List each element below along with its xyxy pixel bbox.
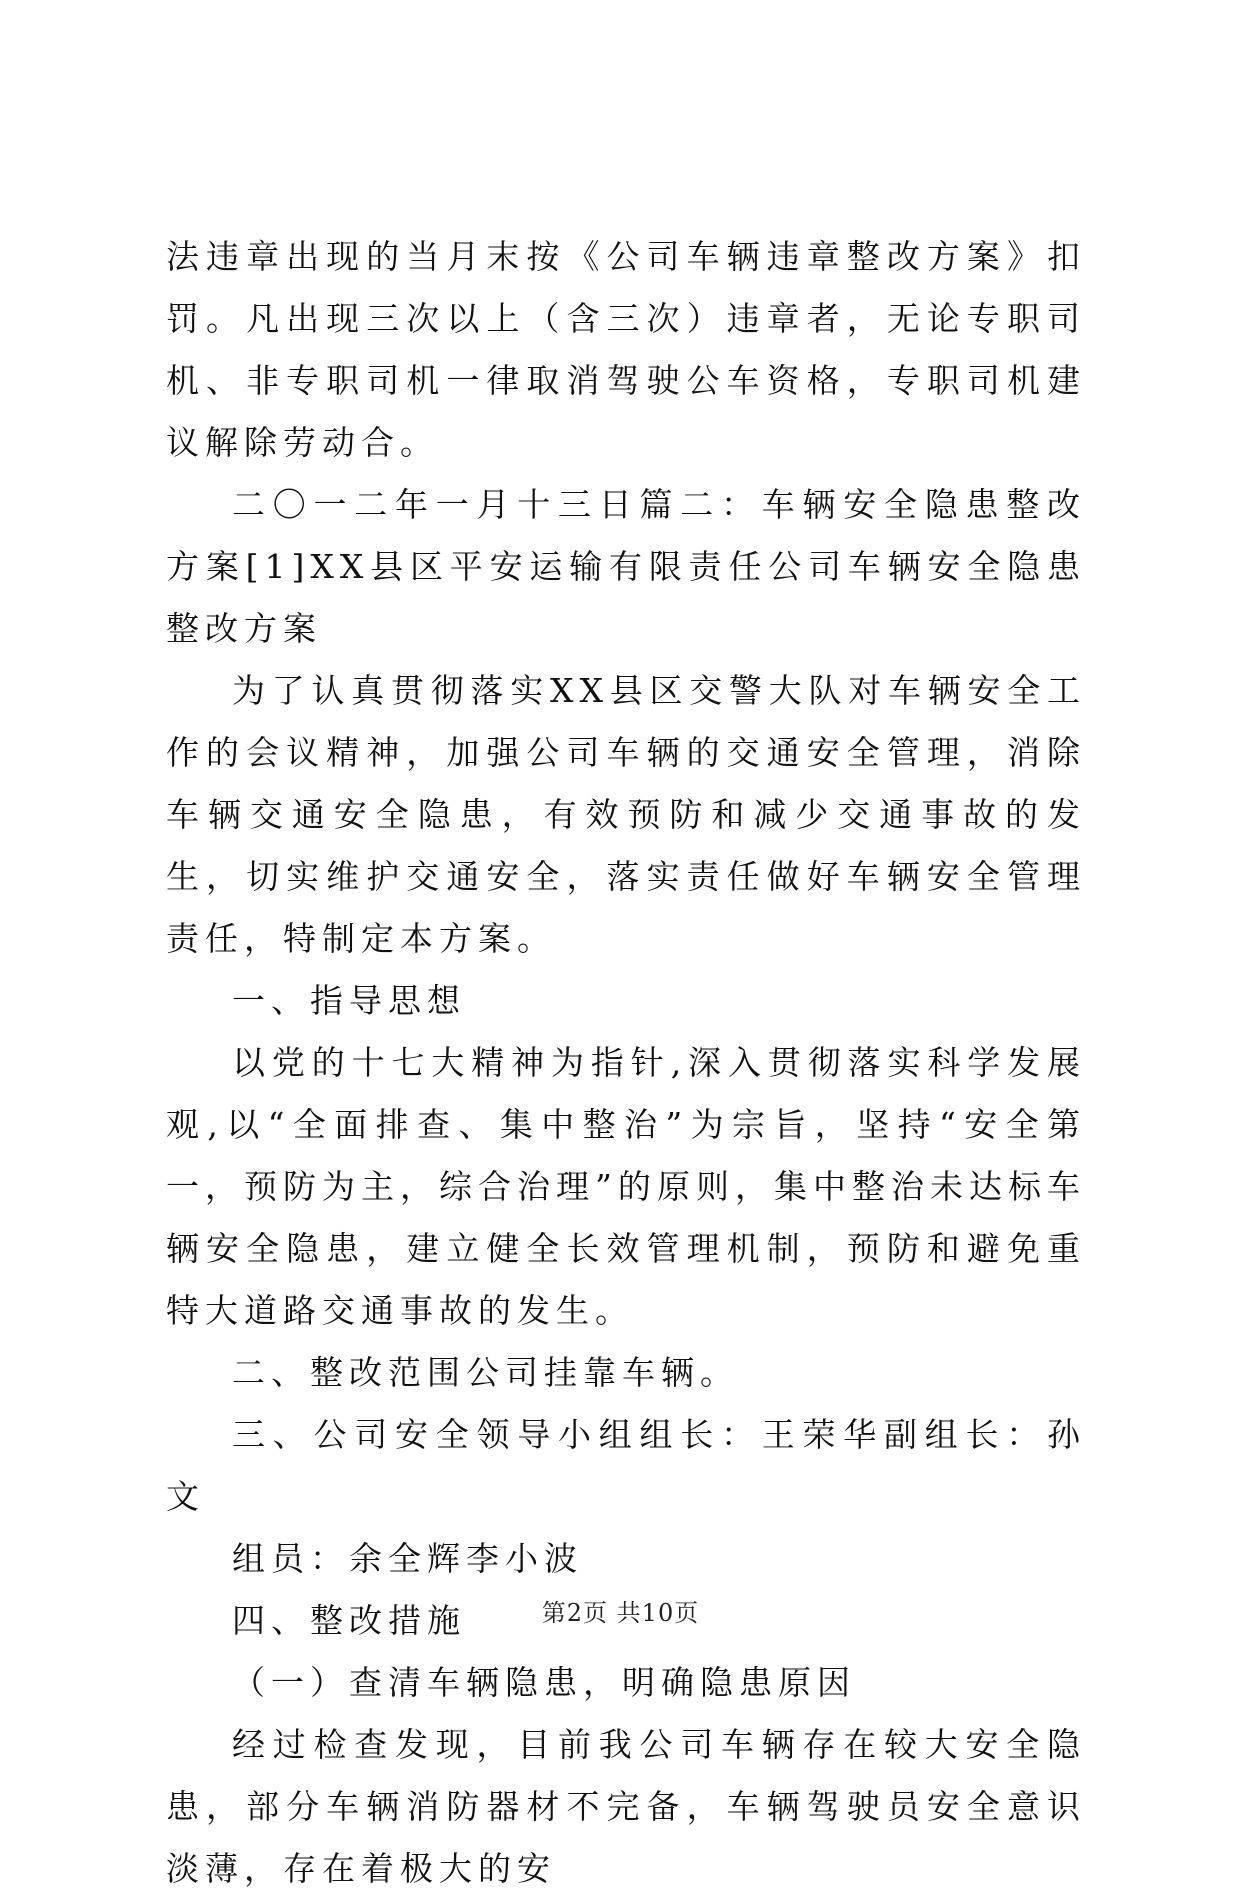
paragraph-3: 为了认真贯彻落实XX县区交警大队对车辆安全工作的会议精神，加强公司车辆的交通安全管理，消除车辆交通安全隐患，有效预防和减少交通事故的发生，切实维护交通安全，落实责任做好车辆安全管理责任，特制定本方案。	[166, 671, 1086, 958]
paragraph-11: 经过检查发现，目前我公司车辆存在较大安全隐患，部分车辆消防器材不完备，车辆驾驶员安全意识淡薄，存在着极大的安	[166, 1725, 1086, 1888]
section-heading-measures: 四、整改措施	[232, 1601, 466, 1640]
document-body	[166, 226, 1086, 1900]
paragraph-1: 法违章出现的当月末按《公司车辆违章整改方案》扣罚。凡出现三次以上（含三次）违章者，无论专职司机、非专职司机一律取消驾驶公车资格，专职司机建议解除劳动合。	[166, 237, 1086, 462]
section-heading-scope: 二、整改范围公司挂靠车辆。	[232, 1353, 739, 1392]
paragraph-5: 以党的十七大精神为指针,深入贯彻落实科学发展观,以“全面排查、集中整治”为宗旨，坚持“安全第一，预防为主，综合治理”的原则，集中整治未达标车辆安全隐患，建立健全长效管理机制，预防和避免重特大道路交通事故的发生。	[166, 1043, 1086, 1330]
section-heading-guiding-ideology: 一、指导思想	[232, 981, 466, 1020]
paragraph-2: 二〇一二年一月十三日篇二：车辆安全隐患整改方案[1]XX县区平安运输有限责任公司车辆安全隐患整改方案	[166, 485, 1086, 648]
page-number-footer: 第2页 共10页	[541, 1599, 700, 1627]
paragraph-members: 组员：余全辉李小波	[232, 1539, 583, 1578]
subsection-heading-1: （一）查清车辆隐患，明确隐患原因	[232, 1663, 856, 1702]
section-heading-leadership-group: 三、公司安全领导小组组长：王荣华副组长：孙文	[166, 1415, 1086, 1516]
